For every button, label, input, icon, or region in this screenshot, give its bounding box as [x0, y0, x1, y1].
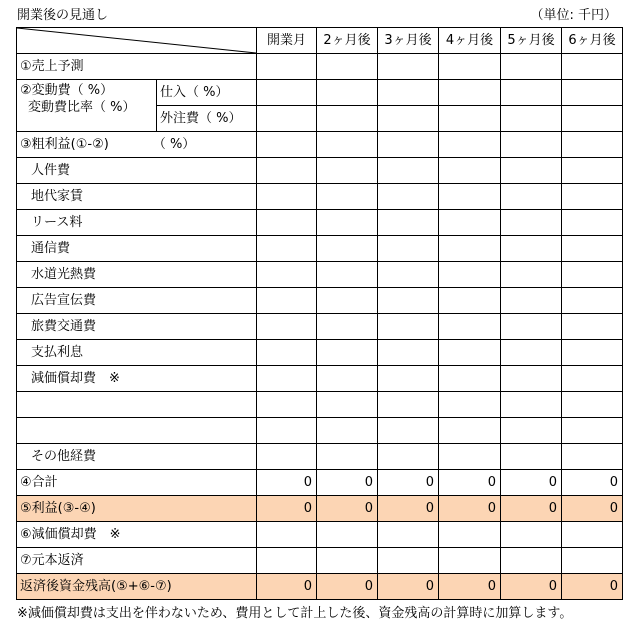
total-value: 0 — [257, 470, 317, 496]
row-blank — [17, 392, 623, 418]
value-cell[interactable] — [317, 392, 378, 418]
value-cell[interactable] — [439, 288, 501, 314]
corner-cell — [17, 28, 257, 54]
value-cell[interactable] — [562, 106, 623, 132]
month-header: 開業月 — [257, 28, 317, 54]
value-cell[interactable] — [501, 210, 562, 236]
value-cell[interactable] — [317, 236, 378, 262]
value-cell[interactable] — [439, 106, 501, 132]
value-cell[interactable] — [501, 106, 562, 132]
value-cell[interactable] — [378, 548, 439, 574]
value-cell[interactable] — [501, 366, 562, 392]
row-label: 減価償却費 ※ — [17, 366, 257, 392]
row-interest — [17, 340, 623, 366]
balance-value: 0 — [378, 574, 439, 600]
value-cell[interactable] — [562, 262, 623, 288]
page-title: 開業後の見通し — [17, 8, 109, 23]
total-value: 0 — [317, 470, 378, 496]
month-header: 2ヶ月後 — [317, 28, 378, 54]
row-label: 人件費 — [17, 158, 257, 184]
month-header: 5ヶ月後 — [501, 28, 562, 54]
row-label: 支払利息 — [17, 340, 257, 366]
value-cell[interactable] — [378, 262, 439, 288]
value-cell[interactable] — [378, 158, 439, 184]
row-other — [17, 444, 623, 470]
value-cell[interactable] — [317, 288, 378, 314]
value-cell[interactable] — [562, 236, 623, 262]
value-cell[interactable] — [378, 54, 439, 80]
row-communication — [17, 236, 623, 262]
value-cell[interactable] — [257, 366, 317, 392]
unit-label: （単位: 千円） — [530, 8, 617, 23]
value-cell[interactable] — [439, 80, 501, 106]
value-cell[interactable] — [257, 106, 317, 132]
value-cell[interactable] — [439, 392, 501, 418]
row-total — [17, 470, 623, 496]
profit-value: 0 — [378, 496, 439, 522]
value-cell[interactable] — [439, 158, 501, 184]
value-cell[interactable] — [439, 132, 501, 158]
total-value: 0 — [439, 470, 501, 496]
value-cell[interactable] — [562, 158, 623, 184]
value-cell[interactable] — [257, 132, 317, 158]
value-cell[interactable] — [317, 262, 378, 288]
value-cell[interactable] — [501, 522, 562, 548]
value-cell[interactable] — [317, 366, 378, 392]
profit-value: 0 — [562, 496, 623, 522]
value-cell[interactable] — [257, 80, 317, 106]
value-cell[interactable] — [317, 80, 378, 106]
variable-cost-ratio: 変動費比率（ %） — [28, 100, 136, 115]
row-travel — [17, 314, 623, 340]
value-cell[interactable] — [378, 366, 439, 392]
row-label: 地代家賃 — [17, 184, 257, 210]
value-cell[interactable] — [501, 288, 562, 314]
row-label: ⑦元本返済 — [17, 548, 257, 574]
value-cell[interactable] — [562, 418, 623, 444]
value-cell[interactable] — [501, 158, 562, 184]
row-depreciation-add — [17, 522, 623, 548]
value-cell[interactable] — [501, 80, 562, 106]
profit-value: 0 — [439, 496, 501, 522]
value-cell[interactable] — [439, 548, 501, 574]
value-cell[interactable] — [439, 340, 501, 366]
row-profit — [17, 496, 623, 522]
value-cell[interactable] — [378, 210, 439, 236]
diagonal-line — [17, 28, 256, 53]
value-cell[interactable] — [501, 392, 562, 418]
value-cell[interactable] — [378, 444, 439, 470]
total-value: 0 — [562, 470, 623, 496]
header-row — [17, 28, 623, 54]
value-cell[interactable] — [317, 314, 378, 340]
row-label: ⑤利益(③-④) — [17, 496, 257, 522]
value-cell[interactable] — [439, 522, 501, 548]
row-label: 水道光熱費 — [17, 262, 257, 288]
value-cell[interactable] — [439, 366, 501, 392]
row-purchase — [17, 80, 623, 106]
value-cell[interactable] — [317, 548, 378, 574]
total-value: 0 — [501, 470, 562, 496]
row-label: 返済後資金残高(⑤+⑥-⑦) — [17, 574, 257, 600]
row-label: 旅費交通費 — [17, 314, 257, 340]
variable-cost-label — [17, 80, 157, 132]
value-cell[interactable] — [562, 522, 623, 548]
month-header: 3ヶ月後 — [378, 28, 439, 54]
balance-value: 0 — [562, 574, 623, 600]
value-cell[interactable] — [562, 132, 623, 158]
row-label: ①売上予測 — [17, 54, 257, 80]
value-cell[interactable] — [257, 548, 317, 574]
value-cell[interactable] — [439, 210, 501, 236]
month-header: 6ヶ月後 — [562, 28, 623, 54]
value-cell[interactable] — [378, 106, 439, 132]
value-cell[interactable] — [317, 132, 378, 158]
profit-value: 0 — [257, 496, 317, 522]
value-cell[interactable] — [317, 522, 378, 548]
value-cell[interactable] — [562, 210, 623, 236]
value-cell[interactable] — [257, 236, 317, 262]
value-cell[interactable] — [317, 54, 378, 80]
row-depreciation — [17, 366, 623, 392]
value-cell[interactable] — [378, 314, 439, 340]
value-cell[interactable] — [378, 522, 439, 548]
value-cell[interactable] — [317, 106, 378, 132]
value-cell[interactable] — [562, 444, 623, 470]
value-cell[interactable] — [257, 210, 317, 236]
row-advertising — [17, 288, 623, 314]
row-label: 仕入（ %） — [157, 80, 257, 106]
value-cell[interactable] — [439, 418, 501, 444]
balance-value: 0 — [317, 574, 378, 600]
value-cell[interactable] — [501, 548, 562, 574]
value-cell[interactable] — [257, 392, 317, 418]
value-cell[interactable] — [257, 288, 317, 314]
profit-value: 0 — [317, 496, 378, 522]
row-lease — [17, 210, 623, 236]
row-label: その他経費 — [17, 444, 257, 470]
value-cell[interactable] — [317, 158, 378, 184]
row-label: ④合計 — [17, 470, 257, 496]
value-cell[interactable] — [562, 392, 623, 418]
value-cell[interactable] — [378, 418, 439, 444]
value-cell[interactable] — [501, 418, 562, 444]
balance-value: 0 — [439, 574, 501, 600]
value-cell[interactable] — [378, 392, 439, 418]
value-cell[interactable] — [317, 418, 378, 444]
gross-profit-pct: （ %） — [152, 137, 196, 152]
value-cell[interactable] — [562, 548, 623, 574]
value-cell[interactable] — [317, 340, 378, 366]
value-cell[interactable] — [501, 236, 562, 262]
value-cell[interactable] — [439, 184, 501, 210]
value-cell[interactable] — [378, 288, 439, 314]
value-cell[interactable] — [501, 132, 562, 158]
value-cell[interactable] — [501, 262, 562, 288]
row-sales — [17, 54, 623, 80]
row-label[interactable] — [17, 392, 257, 418]
value-cell[interactable] — [257, 444, 317, 470]
value-cell[interactable] — [562, 366, 623, 392]
row-label: 外注費（ %） — [157, 106, 257, 132]
row-label: リース料 — [17, 210, 257, 236]
row-balance — [17, 574, 623, 600]
value-cell[interactable] — [501, 54, 562, 80]
profit-value: 0 — [501, 496, 562, 522]
value-cell[interactable] — [562, 54, 623, 80]
value-cell[interactable] — [257, 340, 317, 366]
row-label: 通信費 — [17, 236, 257, 262]
value-cell[interactable] — [439, 236, 501, 262]
value-cell[interactable] — [257, 314, 317, 340]
value-cell[interactable] — [562, 288, 623, 314]
row-blank — [17, 418, 623, 444]
value-cell[interactable] — [562, 80, 623, 106]
value-cell[interactable] — [562, 314, 623, 340]
value-cell[interactable] — [439, 314, 501, 340]
row-label: ⑥減価償却費 ※ — [17, 522, 257, 548]
value-cell[interactable] — [257, 262, 317, 288]
row-label: 広告宣伝費 — [17, 288, 257, 314]
value-cell[interactable] — [378, 340, 439, 366]
value-cell[interactable] — [317, 210, 378, 236]
total-value: 0 — [378, 470, 439, 496]
row-rent — [17, 184, 623, 210]
value-cell[interactable] — [378, 236, 439, 262]
value-cell[interactable] — [439, 262, 501, 288]
value-cell[interactable] — [501, 184, 562, 210]
footnote: ※減価償却費は支出を伴わないため、費用として計上した後、資金残高の計算時に加算します。 — [17, 606, 573, 621]
gross-profit-label: ③粗利益(①-②) — [20, 137, 109, 152]
value-cell[interactable] — [317, 444, 378, 470]
row-label — [17, 132, 257, 158]
row-utilities — [17, 262, 623, 288]
balance-value: 0 — [257, 574, 317, 600]
value-cell[interactable] — [257, 522, 317, 548]
value-cell[interactable] — [501, 340, 562, 366]
row-personnel — [17, 158, 623, 184]
outlook-table — [16, 27, 623, 600]
variable-cost: ②変動費（ %） — [20, 83, 114, 98]
value-cell[interactable] — [501, 444, 562, 470]
balance-value: 0 — [501, 574, 562, 600]
value-cell[interactable] — [257, 158, 317, 184]
value-cell[interactable] — [439, 444, 501, 470]
value-cell[interactable] — [257, 418, 317, 444]
value-cell[interactable] — [257, 184, 317, 210]
value-cell[interactable] — [562, 340, 623, 366]
value-cell[interactable] — [378, 184, 439, 210]
value-cell[interactable] — [378, 80, 439, 106]
value-cell[interactable] — [378, 132, 439, 158]
month-header: 4ヶ月後 — [439, 28, 501, 54]
row-label[interactable] — [17, 418, 257, 444]
row-gross-profit — [17, 132, 623, 158]
value-cell[interactable] — [439, 54, 501, 80]
value-cell[interactable] — [257, 54, 317, 80]
value-cell[interactable] — [317, 184, 378, 210]
row-principal — [17, 548, 623, 574]
value-cell[interactable] — [562, 184, 623, 210]
value-cell[interactable] — [501, 314, 562, 340]
